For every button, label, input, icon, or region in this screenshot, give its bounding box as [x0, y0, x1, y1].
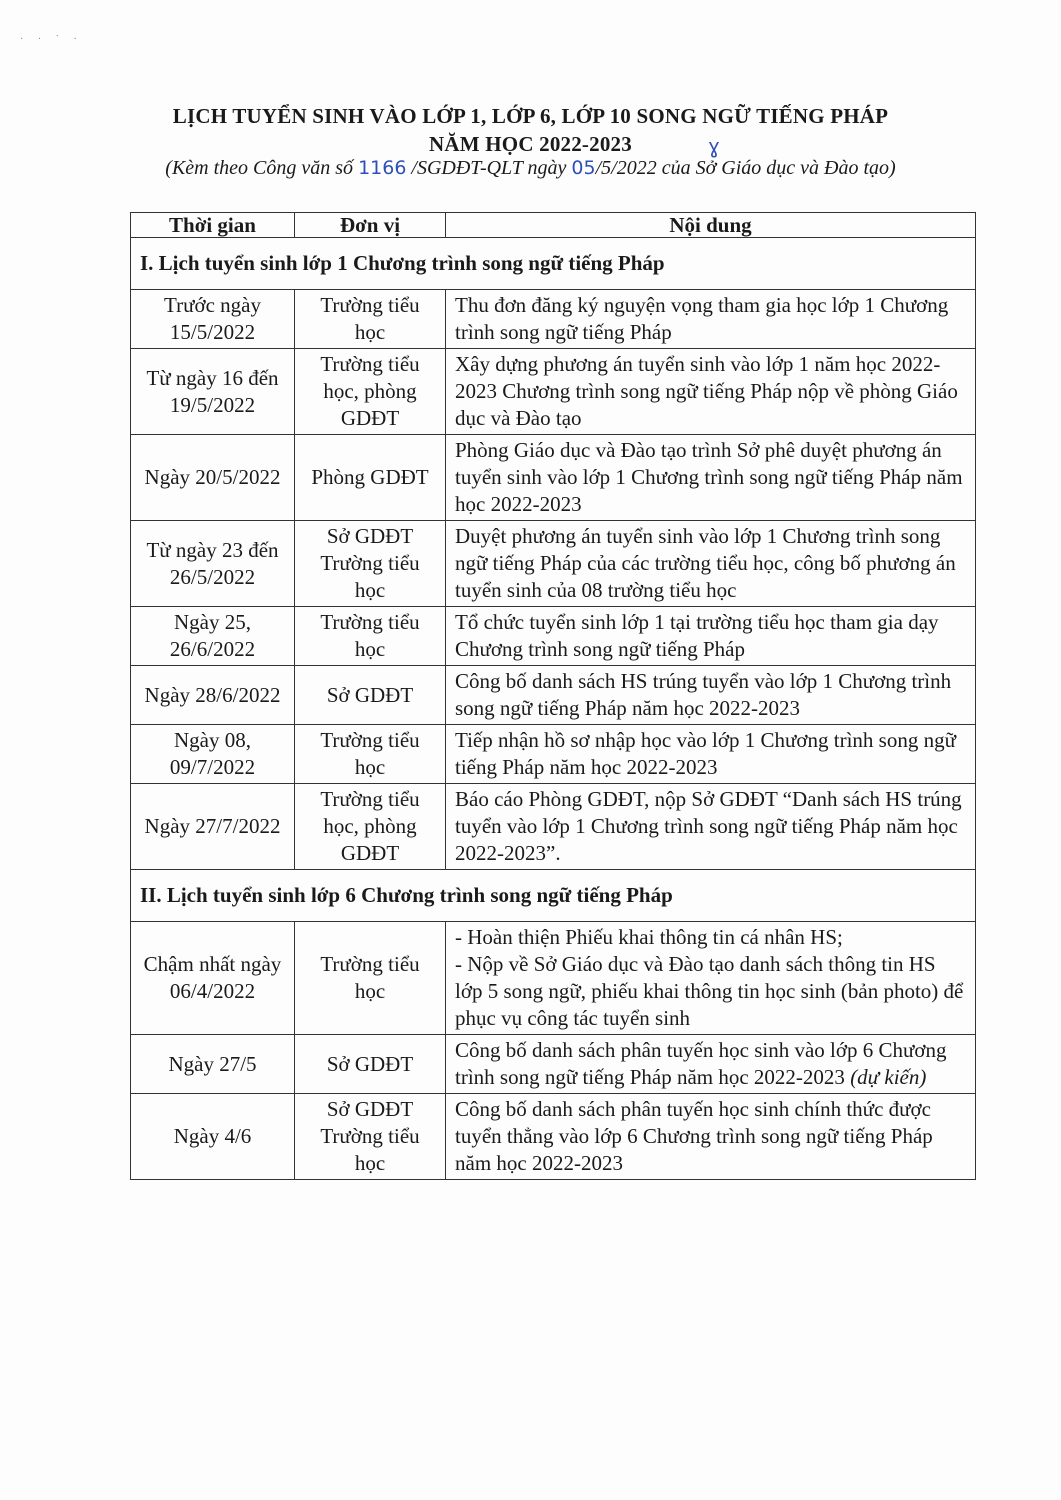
- row-unit: Trường tiểu học: [295, 922, 446, 1035]
- row-content: Duyệt phương án tuyển sinh vào lớp 1 Chương trình song ngữ tiếng Pháp của các trường tiểu học, công bố phương án tuyển sinh của 08 trường tiểu học: [446, 521, 976, 607]
- section-title-grade1: I. Lịch tuyển sinh lớp 1 Chương trình song ngữ tiếng Pháp: [131, 238, 976, 290]
- handwritten-day: 05: [571, 157, 596, 179]
- table-row: [131, 435, 976, 521]
- row-time: Ngày 4/6: [131, 1094, 295, 1180]
- table-row: [131, 607, 976, 666]
- document-subtitle: [0, 157, 1061, 180]
- row-time: Từ ngày 16 đến 19/5/2022: [131, 349, 295, 435]
- row-unit: Phòng GDĐT: [295, 435, 446, 521]
- row-unit: Trường tiểu học: [295, 290, 446, 349]
- row-time: Ngày 27/5: [131, 1035, 295, 1094]
- scan-specks: · · ˙ ·: [20, 34, 83, 45]
- schedule-table: [130, 212, 976, 1180]
- row-time: Từ ngày 23 đến 26/5/2022: [131, 521, 295, 607]
- table-row: [131, 521, 976, 607]
- subtitle-middle: /SGDĐT-QLT ngày: [406, 157, 572, 179]
- table-row: [131, 1035, 976, 1094]
- table-row: [131, 725, 976, 784]
- row-content: Phòng Giáo dục và Đào tạo trình Sở phê duyệt phương án tuyển sinh vào lớp 1 Chương trình song ngữ tiếng Pháp năm học 2022-2023: [446, 435, 976, 521]
- table-row: [131, 290, 976, 349]
- table-row: [131, 784, 976, 870]
- table-header-row: [131, 213, 976, 238]
- document-title-line1: LỊCH TUYỂN SINH VÀO LỚP 1, LỚP 6, LỚP 10 SONG NGỮ TIẾNG PHÁP: [172, 104, 889, 128]
- header-time: Thời gian: [131, 213, 295, 238]
- row-content: Công bố danh sách phân tuyến học sinh chính thức được tuyển thẳng vào lớp 6 Chương trình song ngữ tiếng Pháp năm học 2022-2023: [446, 1094, 976, 1180]
- handwritten-doc-number: 1166: [358, 157, 407, 179]
- section-row-1: [131, 238, 976, 290]
- row-time: Chậm nhất ngày 06/4/2022: [131, 922, 295, 1035]
- row-unit: Sở GDĐT: [295, 1035, 446, 1094]
- table-row: [131, 666, 976, 725]
- section-title-grade6: II. Lịch tuyển sinh lớp 6 Chương trình song ngữ tiếng Pháp: [131, 870, 976, 922]
- header-content: Nội dung: [446, 213, 976, 238]
- row-unit: Trường tiểu học, phòng GDĐT: [295, 349, 446, 435]
- row-unit: Sở GDĐT Trường tiểu học: [295, 1094, 446, 1180]
- row-time: Ngày 20/5/2022: [131, 435, 295, 521]
- header-unit: Đơn vị: [295, 213, 446, 238]
- content-italic-note: (dự kiến): [850, 1065, 927, 1089]
- row-content: Xây dựng phương án tuyển sinh vào lớp 1 năm học 2022-2023 Chương trình song ngữ tiếng Pháp nộp về phòng Giáo dục và Đào tạo: [446, 349, 976, 435]
- row-time: Ngày 27/7/2022: [131, 784, 295, 870]
- row-content: Báo cáo Phòng GDĐT, nộp Sở GDĐT “Danh sách HS trúng tuyển vào lớp 1 Chương trình song ngữ tiếng Pháp năm học 2022-2023”.: [446, 784, 976, 870]
- content-bullet-2: - Nộp về Sở Giáo dục và Đào tạo danh sách thông tin HS lớp 5 song ngữ, phiếu khai thông tin học sinh (bản photo) để phục vụ công tác tuyển sinh: [455, 952, 964, 1030]
- row-time: Trước ngày 15/5/2022: [131, 290, 295, 349]
- row-content: [446, 1035, 976, 1094]
- row-content: Tổ chức tuyển sinh lớp 1 tại trường tiểu học tham gia dạy Chương trình song ngữ tiếng Pháp: [446, 607, 976, 666]
- table-row: [131, 922, 976, 1035]
- row-content: Công bố danh sách HS trúng tuyển vào lớp 1 Chương trình song ngữ tiếng Pháp năm học 2022-2023: [446, 666, 976, 725]
- row-time: Ngày 28/6/2022: [131, 666, 295, 725]
- subtitle-prefix: (Kèm theo Công văn số: [165, 157, 359, 179]
- row-content: Thu đơn đăng ký nguyện vọng tham gia học lớp 1 Chương trình song ngữ tiếng Pháp: [446, 290, 976, 349]
- subtitle-suffix: /5/2022 của Sở Giáo dục và Đào tạo): [595, 157, 896, 179]
- content-text: Công bố danh sách phân tuyến học sinh vào lớp 6 Chương trình song ngữ tiếng Pháp năm học 2022-2023: [455, 1038, 947, 1089]
- table-row: [131, 349, 976, 435]
- row-content: [446, 922, 976, 1035]
- row-time: Ngày 08, 09/7/2022: [131, 725, 295, 784]
- row-unit: Trường tiểu học: [295, 607, 446, 666]
- table-row: [131, 1094, 976, 1180]
- row-unit: Sở GDĐT Trường tiểu học: [295, 521, 446, 607]
- content-bullet-1: - Hoàn thiện Phiếu khai thông tin cá nhân HS;: [455, 925, 843, 949]
- handwritten-check-mark: ɣ: [708, 134, 720, 158]
- row-time: Ngày 25, 26/6/2022: [131, 607, 295, 666]
- row-unit: Trường tiểu học, phòng GDĐT: [295, 784, 446, 870]
- row-content: Tiếp nhận hồ sơ nhập học vào lớp 1 Chương trình song ngữ tiếng Pháp năm học 2022-2023: [446, 725, 976, 784]
- document-title-line2: NĂM HỌC 2022-2023: [429, 132, 632, 156]
- row-unit: Trường tiểu học: [295, 725, 446, 784]
- row-unit: Sở GDĐT: [295, 666, 446, 725]
- section-row-2: [131, 870, 976, 922]
